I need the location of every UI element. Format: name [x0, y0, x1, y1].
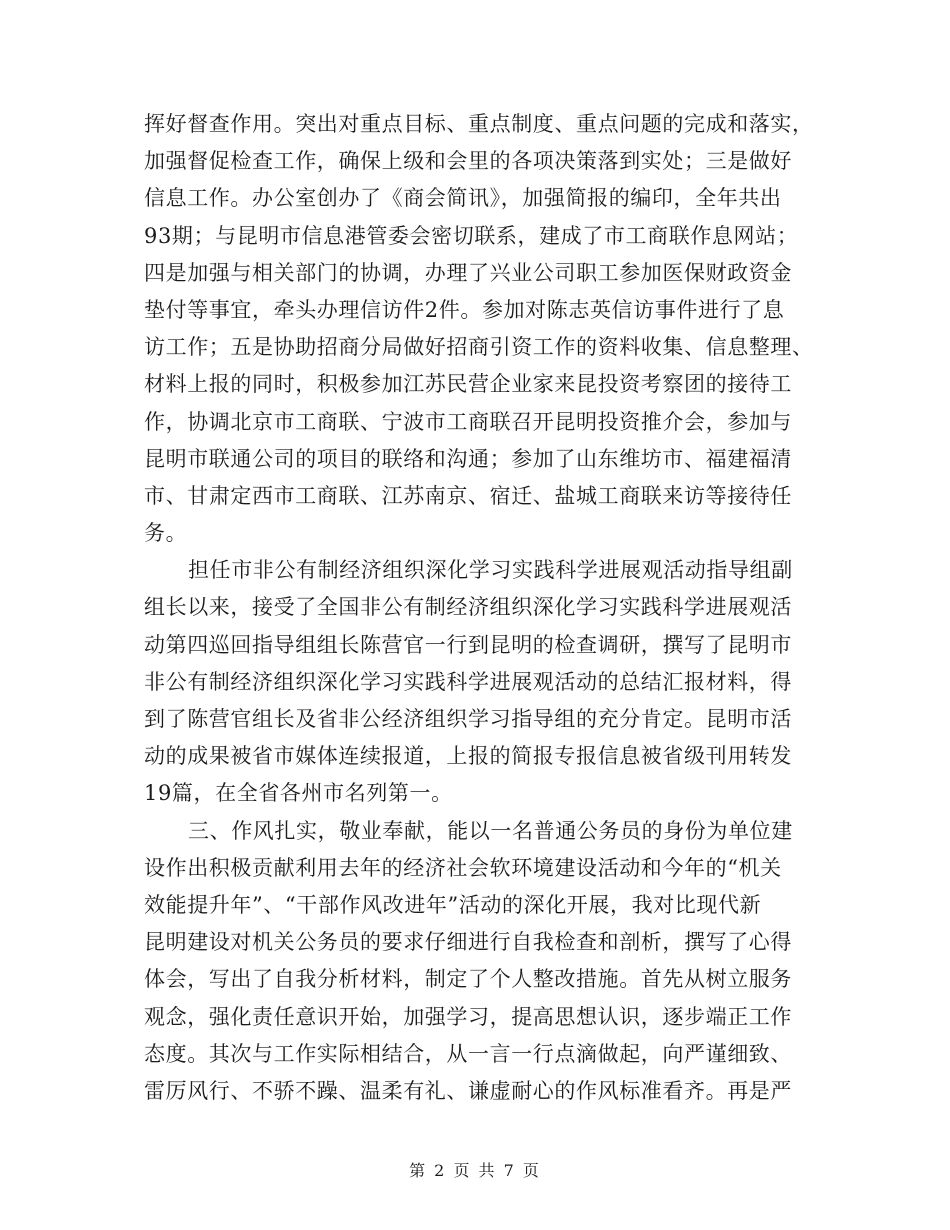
text-line: 体会，写出了自我分析材料，制定了个人整改措施。首先从树立服务: [144, 967, 792, 992]
text-line: 19篇，在全省各州市名列第一。: [144, 781, 453, 806]
text-line: 担任市非公有制经济组织深化学习实践科学进展观活动指导组副: [188, 558, 793, 583]
text-line: 动第四巡回指导组组长陈营官一行到昆明的检查调研，撰写了昆明市: [144, 632, 792, 657]
text-line: 访工作；五是协助招商分局做好招商引资工作的资料收集、信息整理、: [144, 335, 814, 360]
text-line: 动的成果被省市媒体连续报道，上报的简报专报信息被省级刊用转发: [144, 744, 792, 769]
text-line: 设作出积极贡献利用去年的经济社会软环境建设活动和今年的“机关: [144, 855, 782, 880]
text-line: 加强督促检查工作，确保上级和会里的各项决策落到实处；三是做好: [144, 149, 792, 174]
text-line: 雷厉风行、不骄不躁、温柔有礼、谦虚耐心的作风标准看齐。再是严: [144, 1078, 792, 1103]
text-line: 效能提升年”、“干部作风改进年”活动的深化开展，我对比现代新: [144, 892, 762, 917]
text-line: 93期；与昆明市信息港管委会密切联系，建成了市工商联作息网站；: [144, 223, 799, 248]
text-line: 材料上报的同时，积极参加江苏民营企业家来昆投资考察团的接待工: [144, 372, 792, 397]
text-line: 市、甘肃定西市工商联、江苏南京、宿迁、盐城工商联来访等接待任: [144, 483, 792, 508]
text-line: 到了陈营官组长及省非公经济组织学习指导组的充分肯定。昆明市活: [144, 707, 792, 731]
text-line: 作，协调北京市工商联、宁波市工商联召开昆明投资推介会，参加与: [144, 409, 792, 434]
text-line: 挥好督查作用。突出对重点目标、重点制度、重点问题的完成和落实，: [144, 112, 814, 136]
text-line: 非公有制经济组织深化学习实践科学进展观活动的总结汇报材料，得: [144, 669, 792, 694]
document-body: [144, 106, 814, 1110]
text-line: 昆明建设对机关公务员的要求仔细进行自我检查和剖析，撰写了心得: [144, 930, 792, 955]
text-line: 信息工作。办公室创办了《商会简讯》，加强简报的编印，全年共出: [144, 186, 782, 211]
text-line: 态度。其次与工作实际相结合，从一言一行点滴做起，向严谨细致、: [144, 1041, 792, 1066]
text-line: 组长以来，接受了全国非公有制经济组织深化学习实践科学进展观活: [144, 595, 792, 620]
page-footer: 第 2 页 共 7 页: [409, 1161, 541, 1180]
text-line: 垫付等事宜，牵头办理信访件2件。参加对陈志英信访事件进行了息: [144, 297, 785, 322]
text-line: 观念，强化责任意识开始，加强学习，提高思想认识，逐步端正工作: [144, 1004, 792, 1029]
text-line: 三、作风扎实，敬业奉献，能以一名普通公务员的身份为单位建: [188, 818, 793, 843]
text-line: 务。: [144, 521, 188, 546]
text-line: 昆明市联通公司的项目的联络和沟通；参加了山东维坊市、福建福清: [144, 446, 792, 471]
text-line: 四是加强与相关部门的协调，办理了兴业公司职工参加医保财政资金: [144, 260, 792, 285]
